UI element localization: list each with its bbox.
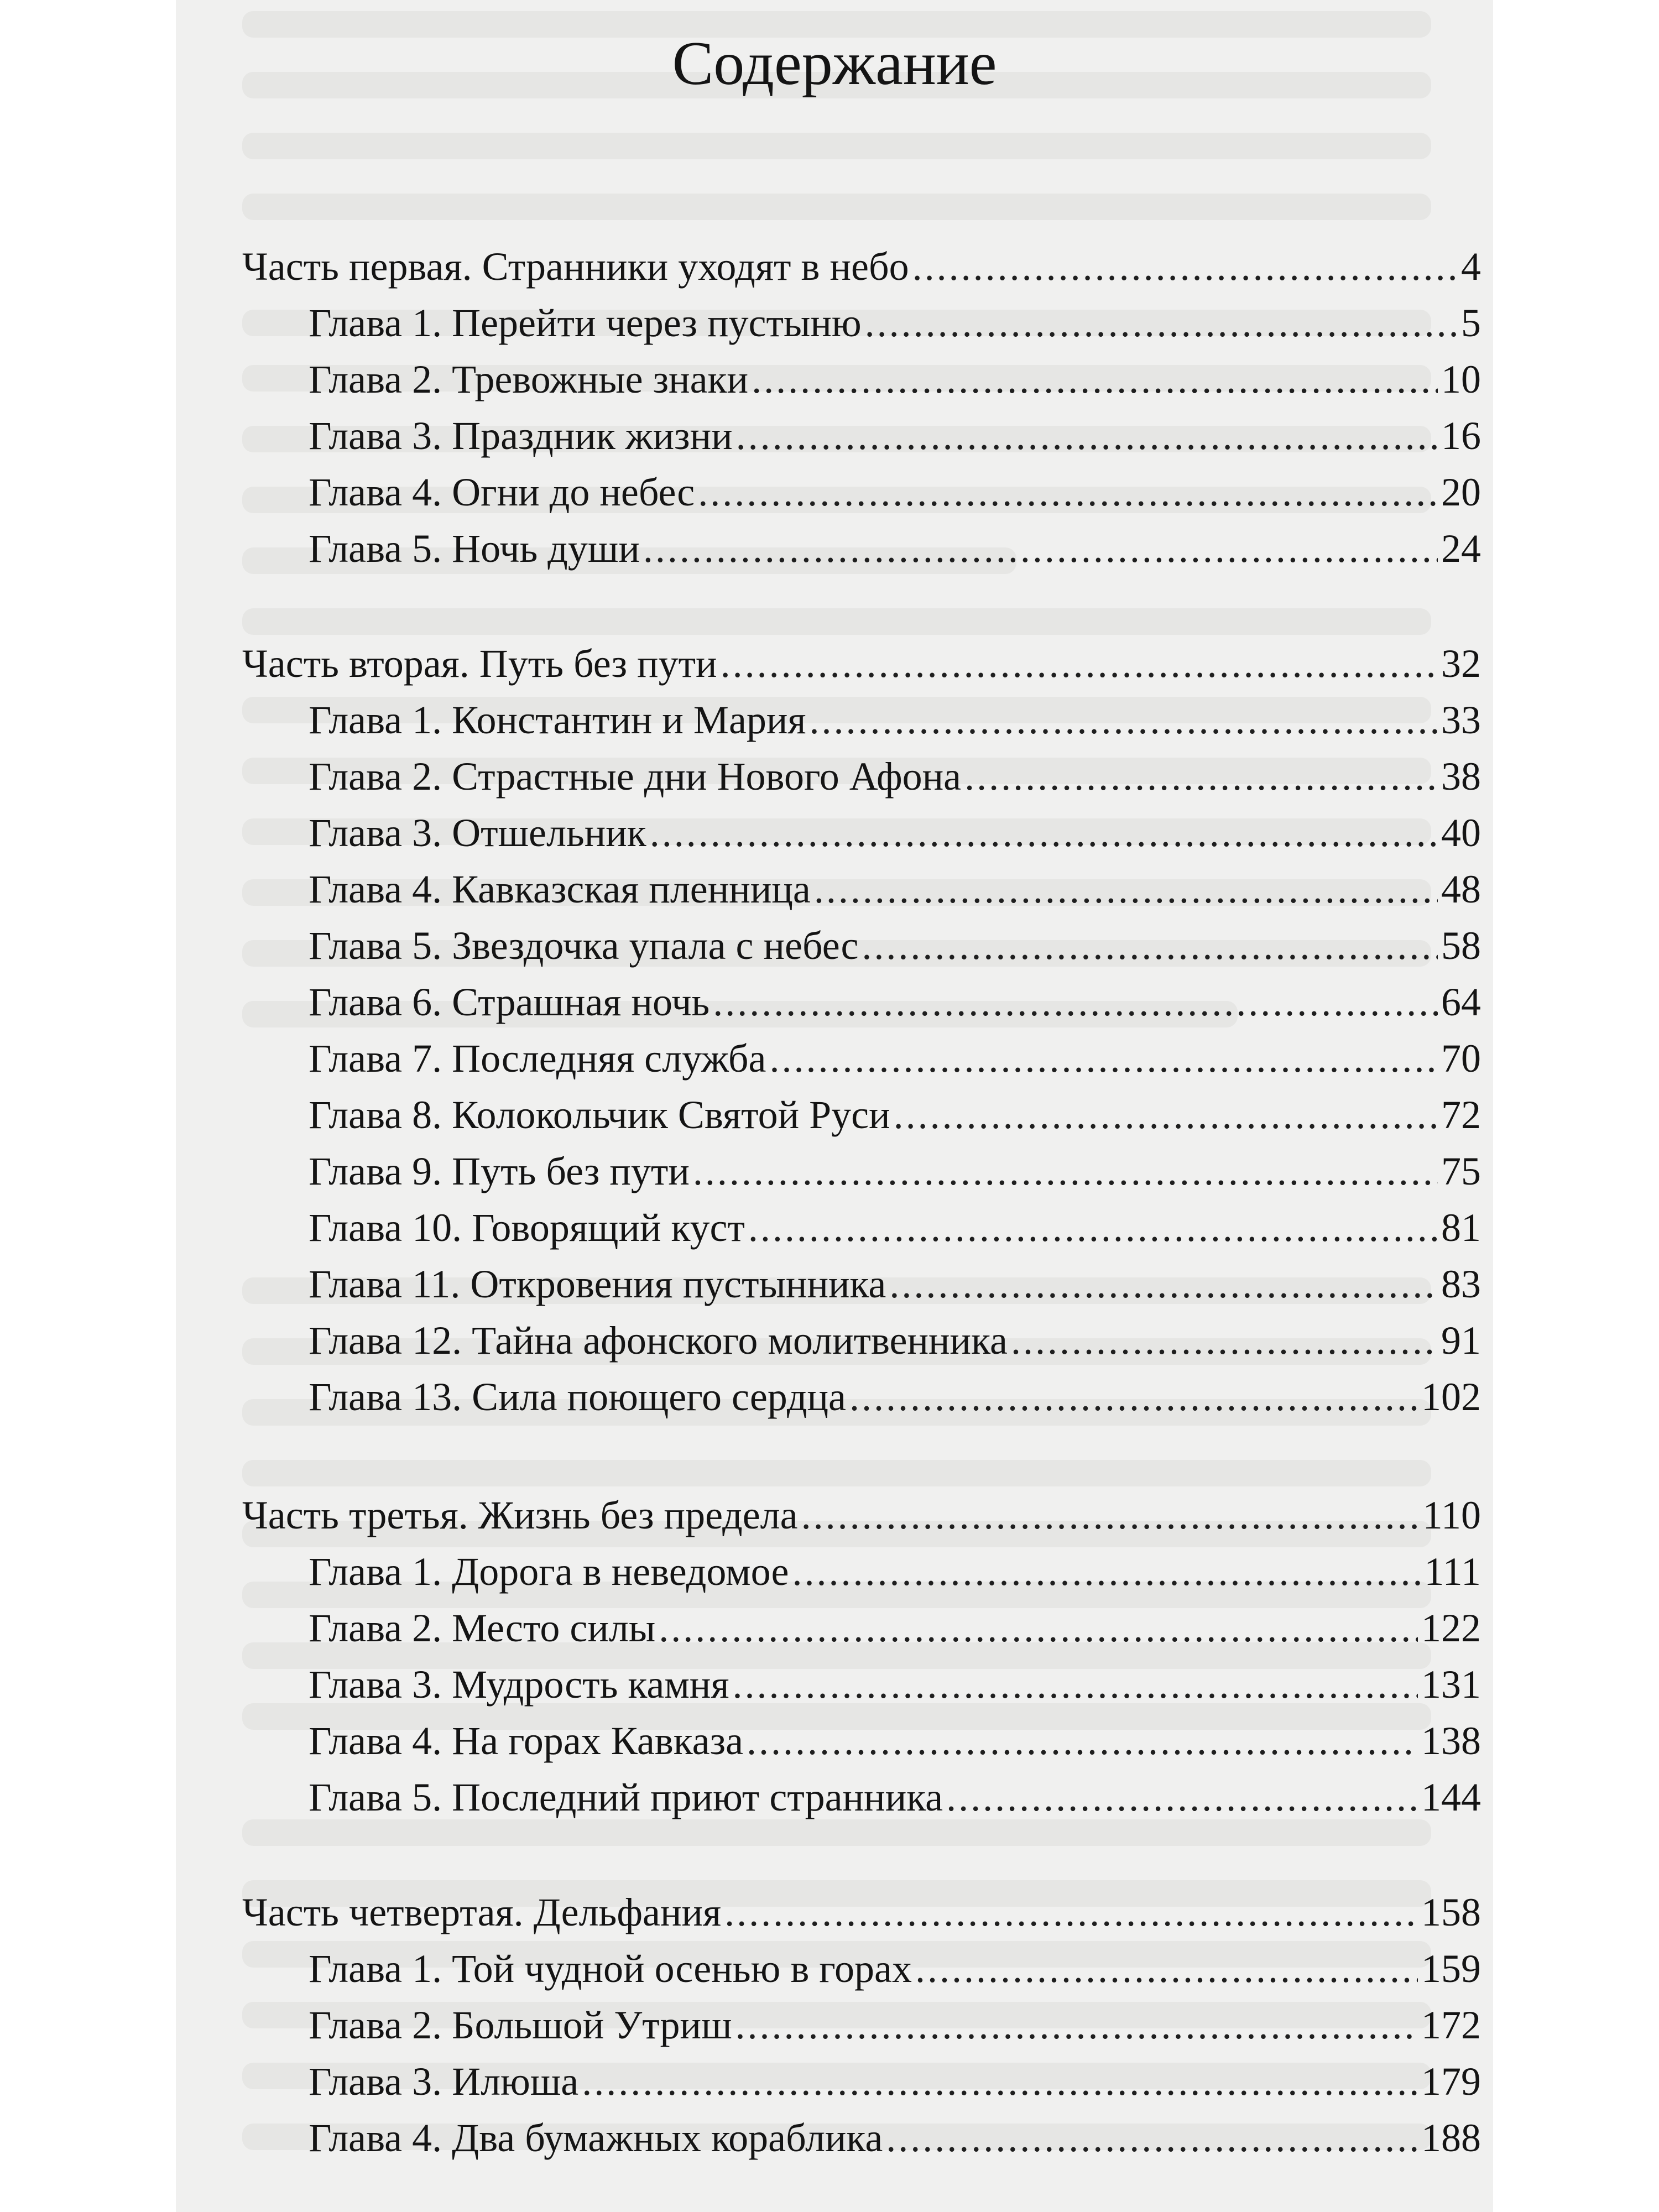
- toc-page-number: 188: [1421, 2116, 1481, 2160]
- toc-chapter: [309, 1033, 1481, 1084]
- dot-leader: [946, 1772, 1418, 1823]
- page-title: Содержание: [672, 29, 997, 98]
- toc-chapter-label: Глава 1. Дорога в неведомое: [309, 1550, 789, 1594]
- toc-chapter-label: Глава 6. Страшная ночь: [309, 980, 710, 1024]
- toc-chapter: [309, 807, 1481, 858]
- toc-page-number: 111: [1424, 1550, 1481, 1594]
- toc-page-number: 58: [1441, 924, 1481, 968]
- toc-chapter: [309, 864, 1481, 915]
- toc-chapter-label: Глава 1. Той чудной осенью в горах: [309, 1947, 912, 1991]
- toc-chapter: [309, 1089, 1481, 1140]
- toc-page-number: 91: [1441, 1318, 1481, 1363]
- dot-leader: [747, 1715, 1418, 1766]
- toc-chapter-label: Глава 11. Откровения пустынника: [309, 1262, 886, 1306]
- dot-leader: [814, 864, 1438, 915]
- toc-chapter: [309, 751, 1481, 802]
- toc-chapter-label: Глава 13. Сила поющего сердца: [309, 1375, 846, 1419]
- toc-page-number: 159: [1421, 1947, 1481, 1991]
- toc-chapter: [309, 1772, 1481, 1823]
- toc-page-number: 10: [1441, 357, 1481, 401]
- toc-page-number: 48: [1441, 867, 1481, 911]
- toc-page-number: 38: [1441, 754, 1481, 799]
- toc-chapter: [309, 1146, 1481, 1197]
- dot-leader: [886, 2112, 1418, 2163]
- dot-leader: [865, 298, 1458, 348]
- toc-chapter: [309, 2112, 1481, 2163]
- toc-chapter-label: Глава 2. Страстные дни Нового Афона: [309, 754, 962, 799]
- toc-page-number: 131: [1421, 1662, 1481, 1707]
- dot-leader: [894, 1089, 1438, 1140]
- toc-part-label: Часть первая. Странники уходят в небо: [242, 244, 909, 289]
- toc-chapter-label: Глава 2. Большой Утриш: [309, 2003, 732, 2047]
- toc-chapter: [309, 1315, 1481, 1366]
- toc-page-number: 75: [1441, 1149, 1481, 1193]
- book-page: [176, 0, 1493, 2212]
- toc-chapter: [309, 1603, 1481, 1653]
- toc-page-number: 72: [1441, 1093, 1481, 1137]
- toc-chapter: [309, 1202, 1481, 1253]
- toc-part-1: [242, 241, 1481, 292]
- dot-leader: [693, 1146, 1438, 1197]
- toc-chapter: [309, 2000, 1481, 2051]
- toc-chapter: [309, 1943, 1481, 1994]
- toc-chapter: [309, 977, 1481, 1027]
- toc-part-label: Часть вторая. Путь без пути: [242, 641, 717, 686]
- toc-page-number: 122: [1421, 1606, 1481, 1650]
- toc-page-number: 83: [1441, 1262, 1481, 1306]
- dot-leader: [801, 1490, 1420, 1541]
- toc-chapter-label: Глава 3. Праздник жизни: [309, 414, 733, 458]
- toc-chapter-label: Глава 3. Илюша: [309, 2059, 579, 2104]
- dot-leader: [964, 751, 1438, 802]
- toc-chapter: [309, 298, 1481, 348]
- toc-page-number: 24: [1441, 526, 1481, 571]
- toc-chapter-label: Глава 5. Ночь души: [309, 526, 640, 571]
- dot-leader: [582, 2056, 1418, 2107]
- toc-chapter-label: Глава 2. Место силы: [309, 1606, 656, 1650]
- dot-leader: [698, 467, 1438, 518]
- toc-page-number: 102: [1421, 1375, 1481, 1419]
- toc-chapter-label: Глава 12. Тайна афонского молитвенника: [309, 1318, 1008, 1363]
- toc-part-label: Часть четвертая. Дельфания: [242, 1890, 722, 1934]
- toc-part-3: [242, 1490, 1481, 1541]
- dot-leader: [912, 241, 1458, 292]
- toc-chapter-label: Глава 8. Колокольчик Святой Руси: [309, 1093, 890, 1137]
- dot-leader: [735, 2000, 1418, 2051]
- toc-chapter-label: Глава 7. Последняя служба: [309, 1036, 766, 1081]
- toc-chapter-label: Глава 5. Последний приют странника: [309, 1775, 943, 1819]
- dot-leader: [713, 977, 1438, 1027]
- toc-chapter: [309, 1546, 1481, 1597]
- toc-chapter: [309, 2056, 1481, 2107]
- dot-leader: [792, 1546, 1421, 1597]
- dot-leader: [733, 1659, 1418, 1710]
- toc-page-number: 172: [1421, 2003, 1481, 2047]
- toc-page-number: 81: [1441, 1206, 1481, 1250]
- toc-chapter-label: Глава 3. Мудрость камня: [309, 1662, 729, 1707]
- toc-page-number: 110: [1422, 1493, 1481, 1537]
- toc-chapter-label: Глава 4. Кавказская пленница: [309, 867, 811, 911]
- toc-chapter: [309, 410, 1481, 461]
- toc-chapter-label: Глава 10. Говорящий куст: [309, 1206, 745, 1250]
- toc-chapter-label: Глава 4. На горах Кавказа: [309, 1719, 744, 1763]
- toc-chapter: [309, 1715, 1481, 1766]
- toc-page-number: 138: [1421, 1719, 1481, 1763]
- dot-leader: [659, 1603, 1418, 1653]
- dot-leader: [748, 1202, 1438, 1253]
- toc-page-number: 179: [1421, 2059, 1481, 2104]
- toc-chapter: [309, 467, 1481, 518]
- toc-part-4: [242, 1887, 1481, 1938]
- toc-page-number: 144: [1421, 1775, 1481, 1819]
- dot-leader: [810, 695, 1438, 745]
- toc-chapter: [309, 1259, 1481, 1310]
- toc-chapter: [309, 354, 1481, 405]
- toc-page-number: 64: [1441, 980, 1481, 1024]
- toc-page-number: 40: [1441, 811, 1481, 855]
- toc-chapter-label: Глава 9. Путь без пути: [309, 1149, 690, 1193]
- toc-chapter: [309, 920, 1481, 971]
- toc-page-number: 4: [1461, 244, 1481, 289]
- dot-leader: [915, 1943, 1418, 1994]
- toc-chapter-label: Глава 5. Звездочка упала с небес: [309, 924, 859, 968]
- toc-page-number: 5: [1461, 301, 1481, 345]
- dot-leader: [721, 638, 1438, 689]
- dot-leader: [650, 807, 1438, 858]
- toc-part-2: [242, 638, 1481, 689]
- toc-chapter-label: Глава 1. Константин и Мария: [309, 698, 806, 742]
- dot-leader: [736, 410, 1438, 461]
- dot-leader: [770, 1033, 1438, 1084]
- dot-leader: [752, 354, 1438, 405]
- toc-page-number: 20: [1441, 470, 1481, 514]
- dot-leader: [1011, 1315, 1438, 1366]
- toc-page-number: 70: [1441, 1036, 1481, 1081]
- toc-chapter-label: Глава 3. Отшельник: [309, 811, 646, 855]
- dot-leader: [643, 523, 1438, 574]
- toc-page-number: 33: [1441, 698, 1481, 742]
- toc-chapter: [309, 695, 1481, 745]
- toc-chapter: [309, 523, 1481, 574]
- toc-chapter: [309, 1371, 1481, 1422]
- dot-leader: [889, 1259, 1438, 1310]
- toc-chapter-label: Глава 4. Два бумажных кораблика: [309, 2116, 883, 2160]
- toc-chapter-label: Глава 2. Тревожные знаки: [309, 357, 749, 401]
- dot-leader: [724, 1887, 1418, 1938]
- toc-chapter: [309, 1659, 1481, 1710]
- toc-page-number: 158: [1421, 1890, 1481, 1934]
- toc-page-number: 16: [1441, 414, 1481, 458]
- toc-part-label: Часть третья. Жизнь без предела: [242, 1493, 798, 1537]
- toc-page-number: 32: [1441, 641, 1481, 686]
- dot-leader: [849, 1371, 1418, 1422]
- dot-leader: [862, 920, 1438, 971]
- toc-chapter-label: Глава 4. Огни до небес: [309, 470, 695, 514]
- toc-chapter-label: Глава 1. Перейти через пустыню: [309, 301, 862, 345]
